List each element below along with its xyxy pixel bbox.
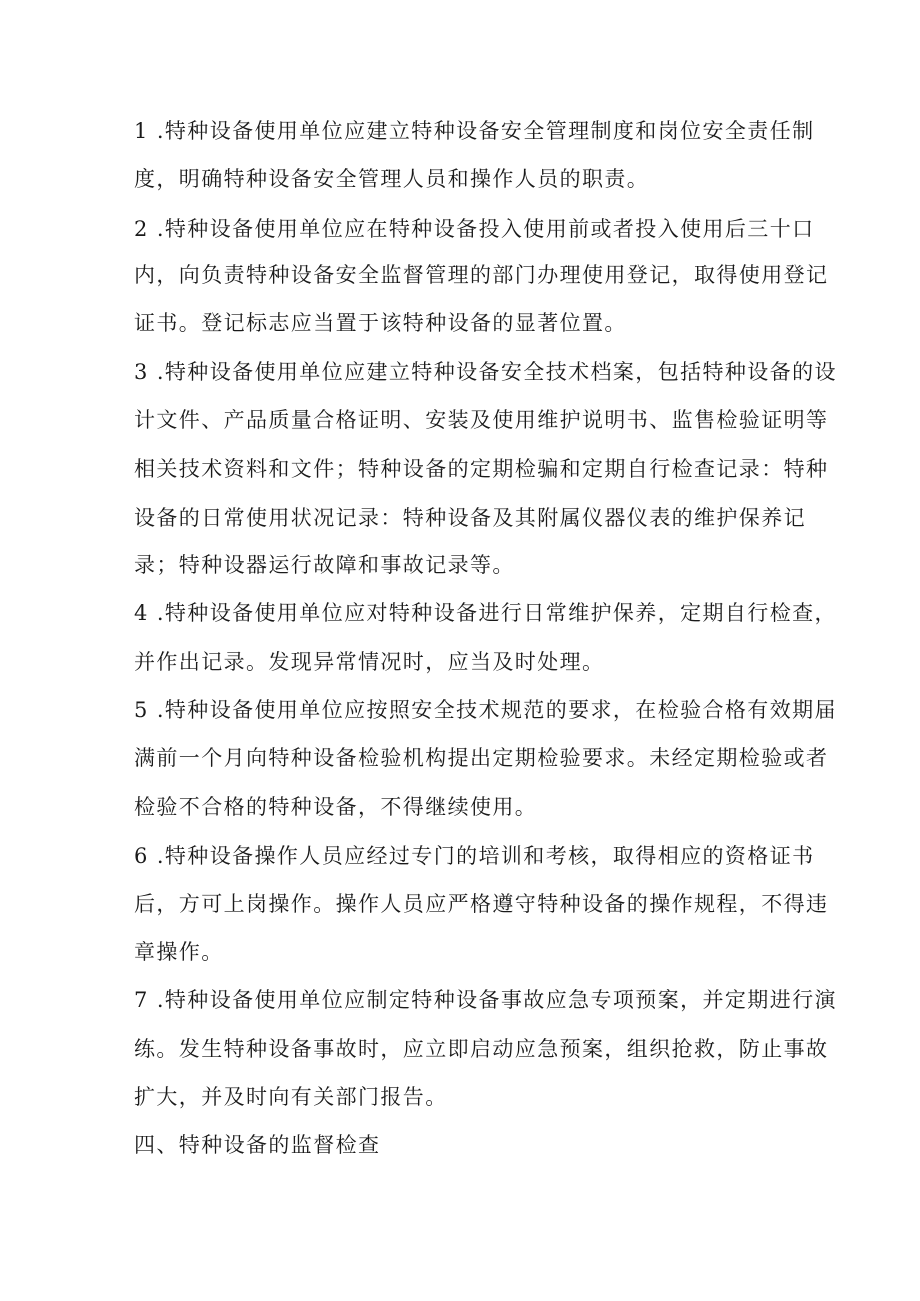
text-line: 后，方可上岗操作。操作人员应严格遵守特种设备的操作规程，不得违	[134, 892, 829, 916]
text-line: 扩大，并及时向有关部门报告。	[134, 1085, 448, 1109]
text-line: 7 .特种设备使用单位应制定特种设备事故应急专项预案，并定期进行演	[134, 988, 837, 1012]
text-line: 设备的日常使用状况记录：特种设备及其附属仪器仪表的维护保养记	[134, 506, 806, 530]
text-line: 2 .特种设备使用单位应在特种设备投入使用前或者投入使用后三十口	[134, 217, 815, 241]
text-line: 6 .特种设备操作人员应经过专门的培训和考核，取得相应的资格证书	[134, 844, 815, 868]
text-line: 3 .特种设备使用单位应建立特种设备安全技术档案，包括特种设备的设	[134, 360, 837, 384]
text-line: 计文件、产品质量合格证明、安装及使用维护说明书、监售检验证明等	[134, 408, 829, 432]
text-line: 4 .特种设备使用单位应对特种设备进行日常维护保养，定期自行检查，	[134, 601, 837, 625]
text-line: 内，向负责特种设备安全监督管理的部门办理使用登记，取得使用登记	[134, 263, 829, 287]
text-line: 练。发生特种设备事故时，应立即启动应急预案，组织抢救，防止事故	[134, 1037, 829, 1061]
text-line: 录；特种设器运行故障和事故记录等。	[134, 553, 515, 577]
text-line: 相关技术资料和文件；特种设备的定期检骗和定期自行检查记录：特种	[134, 457, 829, 481]
text-line: 检验不合格的特种设备，不得继续使用。	[134, 795, 538, 819]
text-line: 1 .特种设备使用单位应建立特种设备安全管理制度和岗位安全责任制	[134, 119, 815, 143]
text-line: 满前一个月向特种设备检验机构提出定期检验要求。未经定期检验或者	[134, 746, 829, 770]
text-line: 5 .特种设备使用单位应按照安全技术规范的要求，在检验合格有效期届	[134, 698, 837, 722]
section-heading: 四、特种设备的监督检查	[134, 1133, 381, 1157]
text-line: 度，明确特种设备安全管理人员和操作人员的职责。	[134, 167, 650, 191]
text-line: 证书。登记标志应当置于该特种设备的显著位置。	[134, 311, 627, 335]
text-line: 章操作。	[134, 940, 224, 964]
text-line: 并作出记录。发现异常情况时，应当及时处理。	[134, 650, 605, 674]
